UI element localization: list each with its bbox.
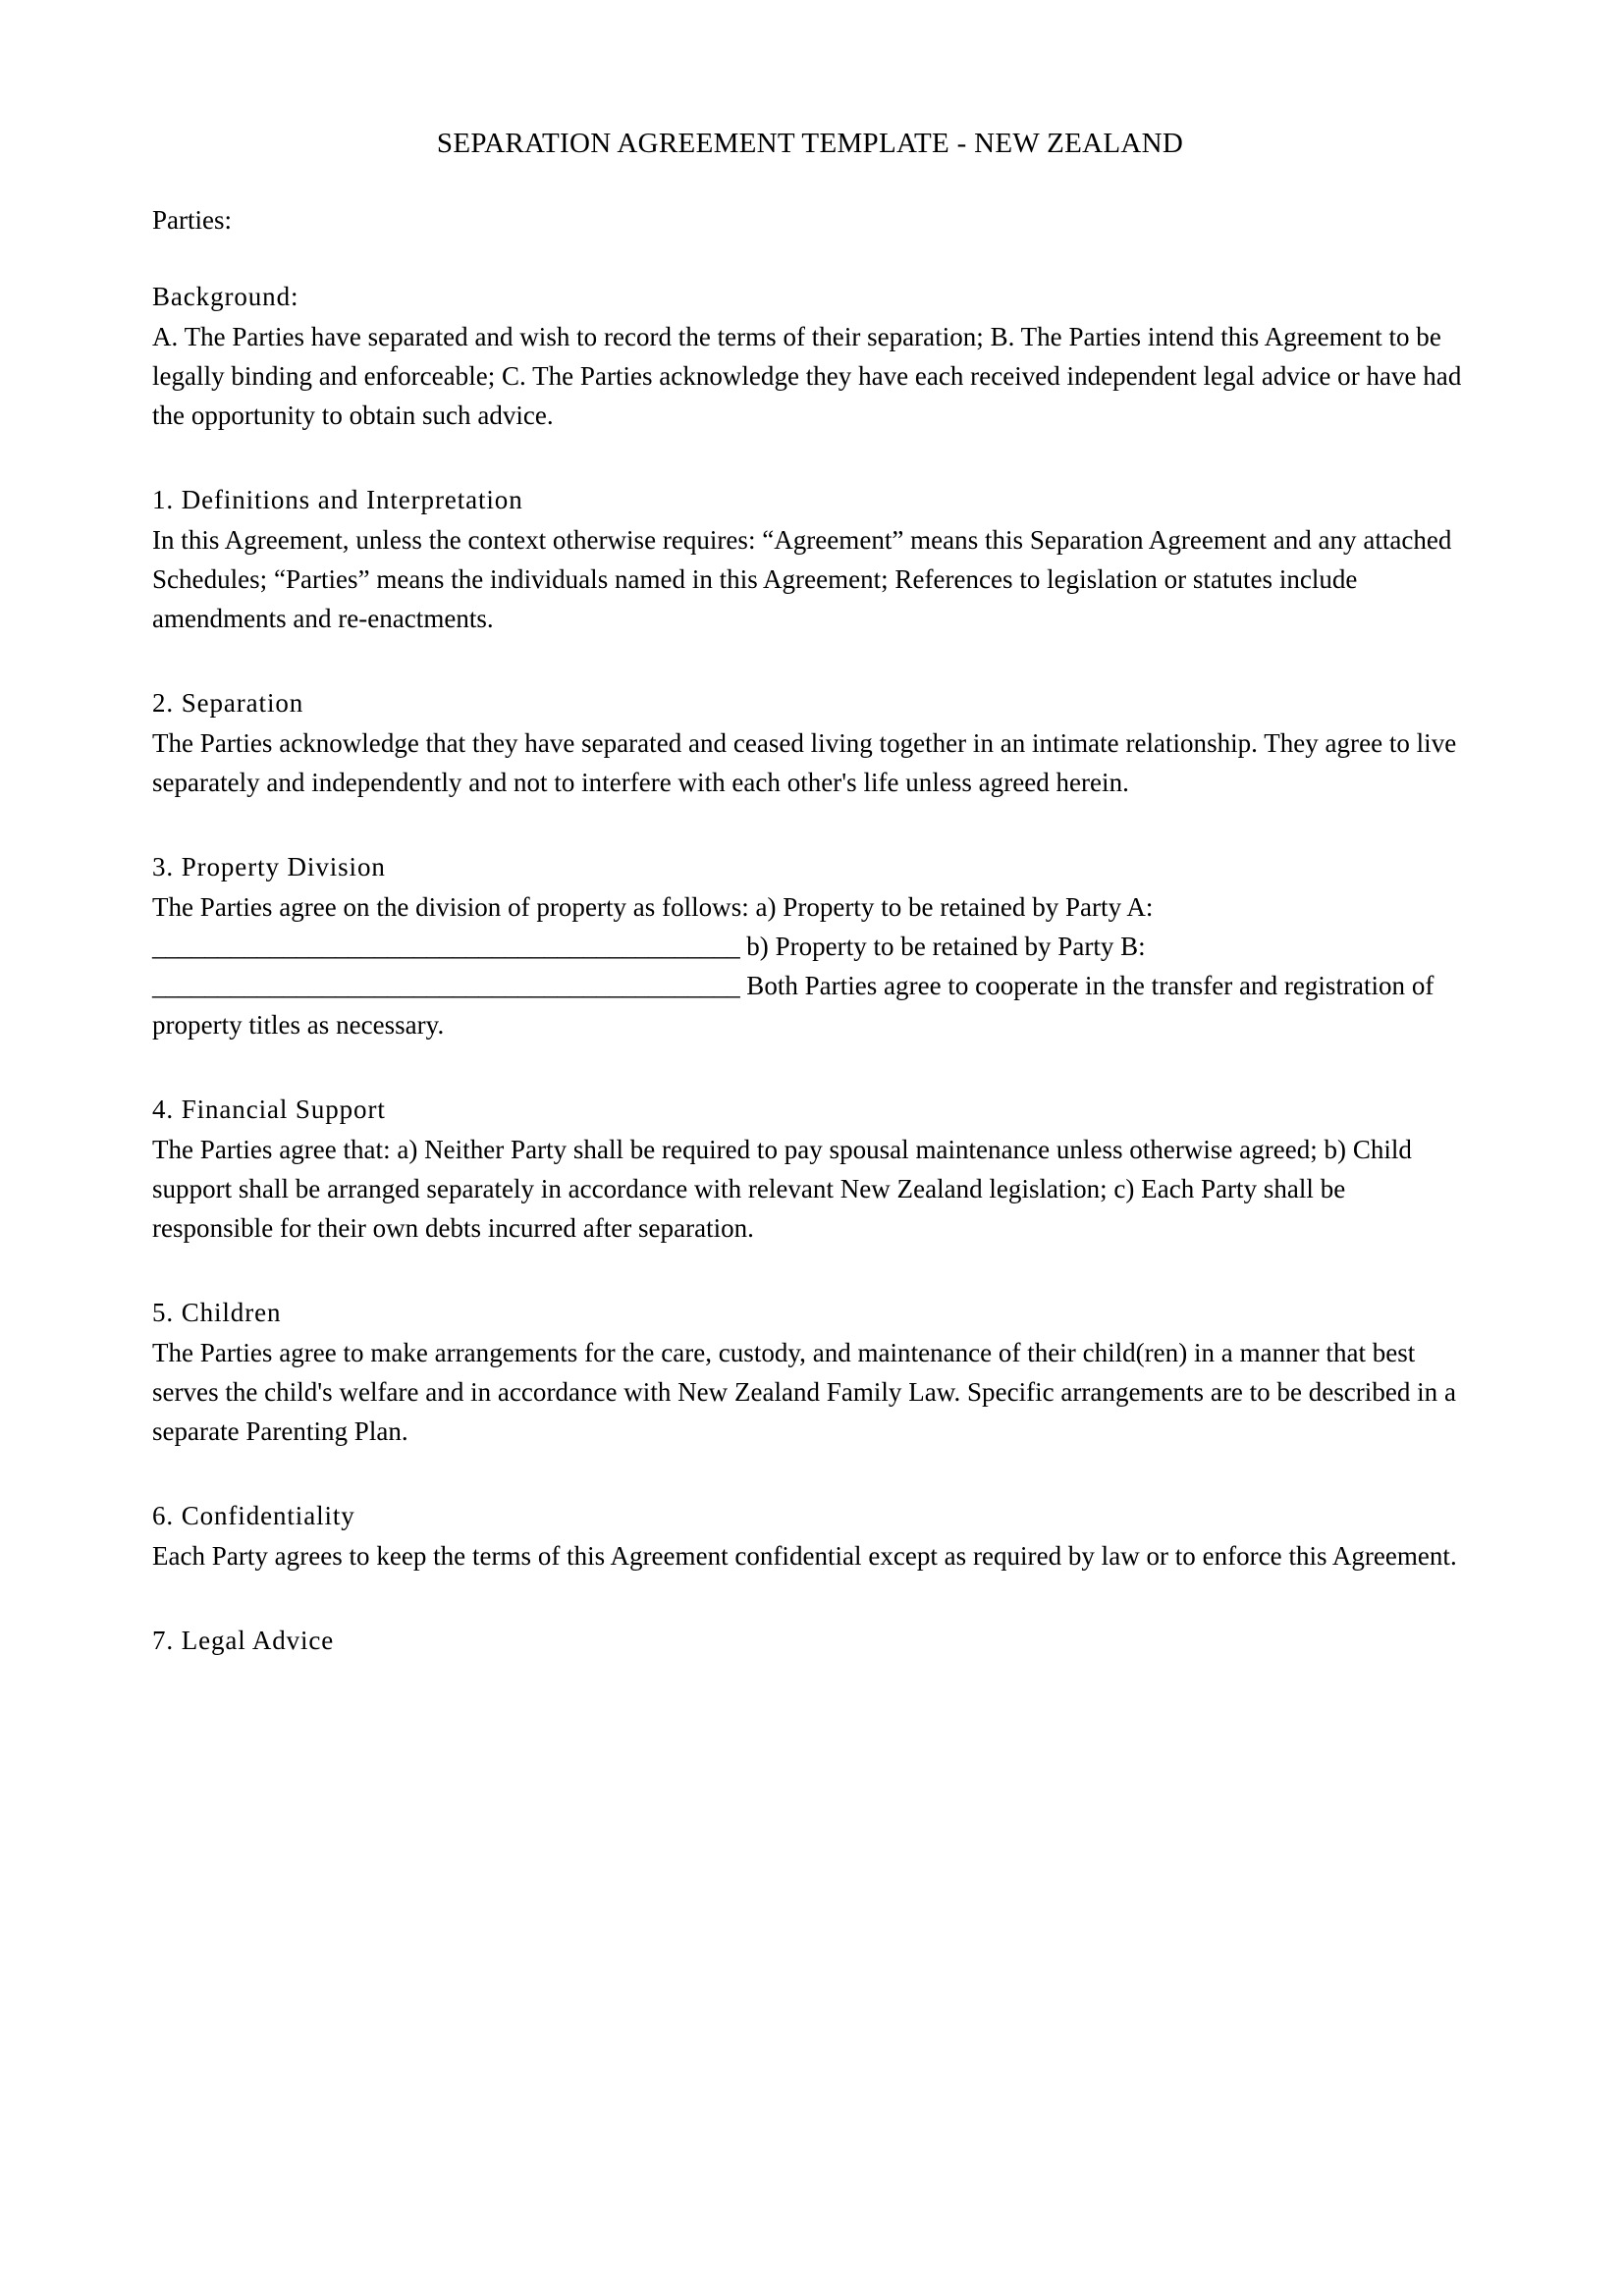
section-body-confidentiality: Each Party agrees to keep the terms of this Agreement confidential except as required by law or to enforce this Agreement.: [152, 1541, 1457, 1571]
parties-fill-wrapper: [232, 200, 1468, 226]
section-heading-separation: 2. Separation: [152, 688, 304, 718]
section-heading-legal-advice: 7. Legal Advice: [152, 1626, 335, 1655]
section-property-division: [152, 847, 1468, 1044]
section-definitions-and-interpretation: [152, 480, 1468, 638]
section-heading-children: 5. Children: [152, 1298, 282, 1327]
section-body-definitions-and-interpretation: In this Agreement, unless the context otherwise requires: “Agreement” means this Separation Agreement and any attached Schedules; “Parties” means the individuals named in this Agreement; References to legislation or statutes include amendments and re-enactments.: [152, 525, 1452, 633]
parties-row: [152, 200, 1468, 240]
property-division-text-1: The Parties agree on the division of property as follows: a) Property to be retained by Party A:: [152, 892, 1154, 922]
section-body-children: The Parties agree to make arrangements for the care, custody, and maintenance of their child(ren) in a manner that best serves the child's welfare and in accordance with New Zealand Family Law. Specific arrangements are to be described in a separate Parenting Plan.: [152, 1338, 1456, 1446]
section-heading-financial-support: 4. Financial Support: [152, 1095, 386, 1124]
section-body-background: A. The Parties have separated and wish to record the terms of their separation; B. The Parties intend this Agreement to be legally binding and enforceable; C. The Parties acknowledge they have each received independent legal advice or have had the opportunity to obtain such advice.: [152, 322, 1462, 430]
parties-label: Parties:: [152, 205, 232, 235]
section-financial-support: [152, 1090, 1468, 1248]
section-body-separation: The Parties acknowledge that they have separated and ceased living together in an intimate relationship. They agree to live separately and independently and not to interfere with each other's life unless agreed herein.: [152, 728, 1457, 797]
property-division-text-3: Both Parties agree to cooperate in the transfer and registration of property titles as necessary.: [152, 971, 1435, 1040]
section-legal-advice: [152, 1621, 1468, 1660]
section-heading-property-division: 3. Property Division: [152, 852, 386, 881]
section-confidentiality: [152, 1496, 1468, 1575]
property-a-blank[interactable]: _____________________________________________: [152, 932, 740, 961]
property-division-text-2: b) Property to be retained by Party B:: [739, 932, 1146, 961]
document-content: [152, 0, 1468, 1661]
section-children: [152, 1293, 1468, 1451]
page-title: SEPARATION AGREEMENT TEMPLATE - NEW ZEALAND: [436, 128, 1184, 159]
section-body-property-division: [152, 887, 1468, 1044]
property-b-blank[interactable]: _____________________________________________: [152, 971, 740, 1000]
section-heading-background: Background:: [152, 282, 299, 311]
section-background: [152, 277, 1468, 435]
section-heading-definitions-and-interpretation: 1. Definitions and Interpretation: [152, 485, 523, 514]
section-body-financial-support: The Parties agree that: a) Neither Party shall be required to pay spousal maintenance unless otherwise agreed; b) Child support shall be arranged separately in accordance with relevant New Zealand legislation; c) Each Party shall be responsible for their own debts incurred after separation.: [152, 1135, 1412, 1243]
section-heading-confidentiality: 6. Confidentiality: [152, 1501, 355, 1530]
section-separation: [152, 683, 1468, 802]
